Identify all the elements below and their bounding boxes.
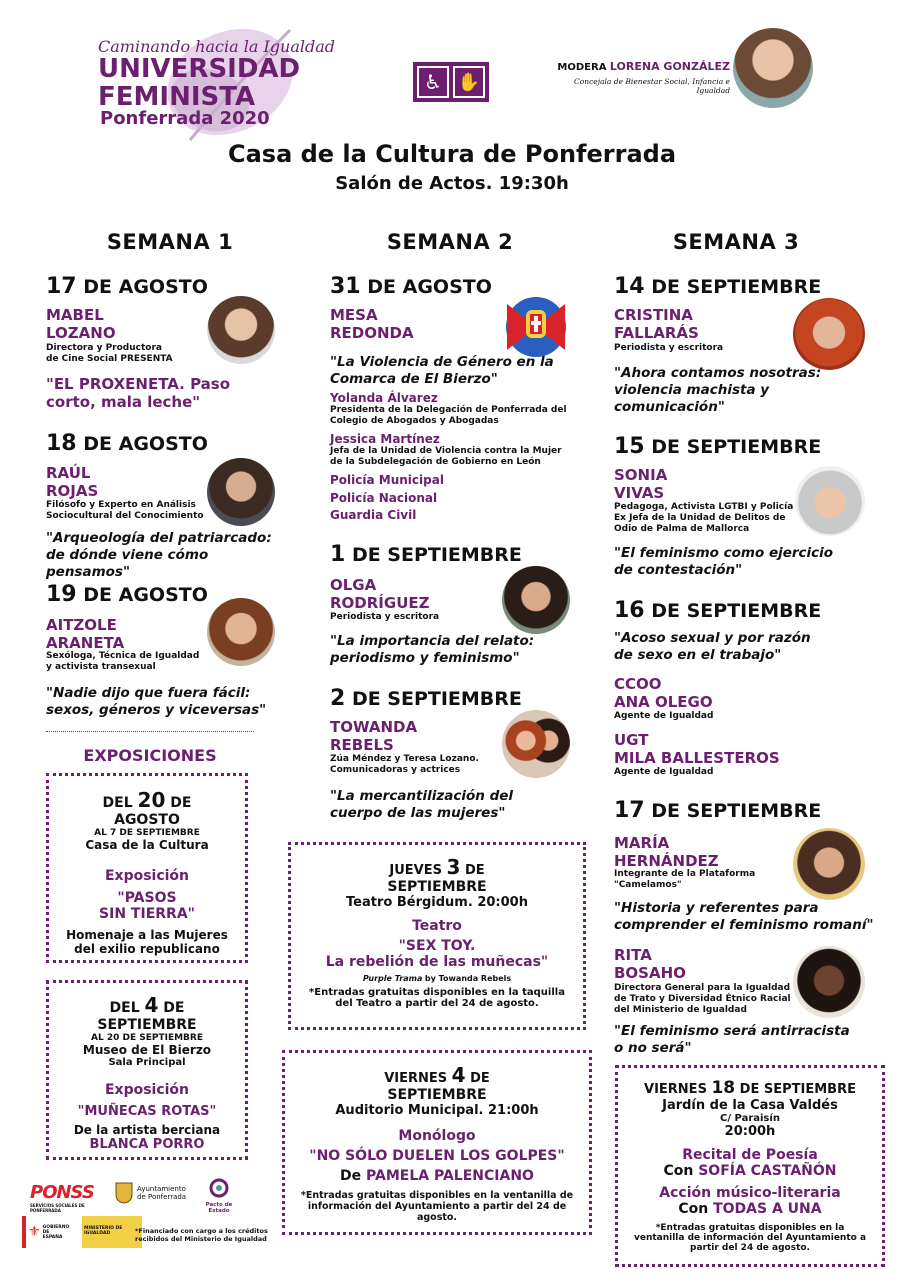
guest-name: Policía Municipal [330, 473, 444, 487]
venue-title: Casa de la Cultura de Ponferrada [227, 140, 677, 168]
speaker-name: MABEL LOZANO [46, 306, 116, 342]
modera-block [540, 60, 730, 95]
ayuntamiento-ponferrada-logo: Ayuntamiento de Ponferrada [115, 1182, 186, 1204]
monologue-box-no-solo-duelen: VIERNES 4 DE SEPTIEMBRE Auditorio Municipal. 21:00h Monólogo "NO SÓLO DUELEN LOS GOLPES" De PAMELA PALENCIANO *Entradas gratuitas disponibles en la ventanilla de información del Ayuntamiento a partir del 24 de agosto. [282, 1050, 592, 1235]
header-subtitle: Ponferrada 2020 [100, 108, 270, 129]
speaker-role: Directora y Productora de Cine Social PRESENTA [46, 343, 173, 364]
theatre-box-sex-toy: JUEVES 3 DE SEPTIEMBRE Teatro Bérgidum. 20:00h Teatro "SEX TOY. La rebelión de las muñecas" Purple Trama by Towanda Rebels *Entradas gratuitas disponibles en la taquilla del Teatro a partir del 24 de agosto. [288, 842, 586, 1030]
avatar-rita-bosaho [793, 946, 865, 1018]
modera-role: Concejala de Bienestar Social, Infancia e Igualdad [574, 77, 730, 95]
talk-title: "El feminismo será antirracista o no será" [614, 1023, 850, 1056]
speaker-role: Directora General para la Igualdad de Trato y Diversidad Étnico Racial del Ministerio de Igualdad [614, 983, 791, 1015]
avatar-towanda-rebels [502, 710, 570, 778]
date-16-septiembre: 16 DE SEPTIEMBRE [614, 598, 822, 623]
avatar-maria-hernandez [793, 828, 865, 900]
speaker-role: Integrante de la Plataforma "Camelamos" [614, 869, 756, 890]
exposiciones-title: EXPOSICIONES [83, 746, 217, 765]
date-19-agosto: 19 DE AGOSTO [46, 582, 208, 607]
guest-name: Jessica Martínez [330, 432, 440, 446]
pacto-de-estado-logo: Pacto de Estado [196, 1178, 242, 1214]
exhibition-box-pasos-sin-tierra: DEL 20 DE AGOSTO AL 7 DE SEPTIEMBRE Casa de la Cultura Exposición "PASOS SIN TIERRA" Homenaje a las Mujeres del exilio republicano [46, 773, 248, 963]
talk-title: "Nadie dijo que fuera fácil: sexos, géneros y viceversas" [46, 685, 267, 718]
union-speaker-ugt: UGT MILA BALLESTEROS [614, 731, 780, 767]
speaker-name: TOWANDA REBELS [330, 718, 418, 754]
talk-title: "Ahora contamos nosotras: violencia machista y comunicación" [614, 365, 822, 415]
avatar-lorena-gonzalez [733, 28, 813, 108]
date-18-agosto: 18 DE AGOSTO [46, 431, 208, 456]
speaker-name: AITZOLE ARANETA [46, 616, 125, 652]
coat-of-arms-icon: ⚜ [28, 1224, 41, 1240]
modera-name: LORENA GONZÁLEZ [609, 60, 730, 73]
speaker-role: Filósofo y Experto en Análisis Sociocultural del Conocimiento [46, 500, 204, 521]
financiado-note: *Financiado con cargo a los créditos recibidos del Ministerio de Igualdad [135, 1227, 268, 1243]
speaker-role: Periodista y escritora [614, 343, 724, 353]
talk-title: "La mercantilización del cuerpo de las mujeres" [330, 788, 514, 821]
talk-title: "El feminismo como ejercicio de contestación" [614, 545, 834, 578]
ponss-logo: PONSS SERVICIOS SOCIALES DE PONFERRADA [30, 1182, 94, 1213]
week-1-header: SEMANA 1 [106, 230, 234, 254]
avatar-mabel-lozano [207, 296, 275, 364]
accessibility-icons [413, 62, 489, 102]
guest-name: Guardia Civil [330, 508, 417, 522]
modera-label: MODERA [557, 62, 607, 73]
talk-title: "EL PROXENETA. Paso corto, mala leche" [46, 375, 231, 411]
week-3-header: SEMANA 3 [672, 230, 800, 254]
speaker-name: RAÚL ROJAS [46, 464, 99, 500]
divider [46, 731, 254, 732]
speaker-role: Agente de Igualdad [614, 767, 714, 777]
guest-role: Presidenta de la Delegación de Ponferrada del Colegio de Abogados y Abogadas [330, 405, 567, 426]
talk-title: "Arqueología del patriarcado: de dónde viene cómo pensamos" [46, 530, 272, 580]
header-title-feminista: FEMINISTA [98, 82, 256, 112]
speaker-role: Agente de Igualdad [614, 711, 714, 721]
avatar-raul-rojas [207, 458, 275, 526]
gobierno-espana-logo: ⚜ GOBIERNO DE ESPAÑA MINISTERIO DE IGUALDAD [22, 1216, 142, 1248]
speaker-role: Sexóloga, Técnica de Igualdad y activista transexual [46, 651, 200, 672]
date-2-septiembre: 2 DE SEPTIEMBRE [330, 686, 522, 711]
header-title-universidad: UNIVERSIDAD [98, 54, 301, 84]
speaker-name: OLGA RODRÍGUEZ [330, 576, 430, 612]
coat-of-arms-icon [505, 296, 567, 358]
guest-name: Yolanda Álvarez [330, 391, 438, 405]
exhibition-box-munecas-rotas: DEL 4 DE SEPTIEMBRE AL 20 DE SEPTIEMBRE Museo de El Bierzo Sala Principal Exposición "MUÑECAS ROTAS" De la artista berciana BLANCA PORRO [46, 980, 248, 1160]
sign-language-icon: ✋ [453, 66, 485, 98]
header-script-line: Caminando hacia la Igualdad [98, 37, 336, 56]
talk-title: "Acoso sexual y por razón de sexo en el trabajo" [614, 630, 811, 663]
speaker-name: MARÍA HERNÁNDEZ [614, 834, 719, 870]
date-17-septiembre: 17 DE SEPTIEMBRE [614, 798, 822, 823]
talk-title: "La Violencia de Género en la Comarca de El Bierzo" [330, 354, 554, 387]
avatar-cristina-fallaras [793, 298, 865, 370]
venue-time: Salón de Actos. 19:30h [335, 173, 569, 194]
avatar-olga-rodriguez [502, 566, 570, 634]
speaker-name: CRISTINA FALLARÁS [614, 306, 699, 342]
talk-title: "Historia y referentes para comprender el feminismo romaní" [614, 900, 874, 933]
date-15-septiembre: 15 DE SEPTIEMBRE [614, 434, 822, 459]
pacto-circle-icon [207, 1178, 231, 1198]
avatar-aitzole-araneta [207, 598, 275, 666]
speaker-role: Periodista y escritora [330, 612, 440, 622]
shield-icon [115, 1182, 133, 1204]
union-speaker-ccoo: CCOO ANA OLEGO [614, 675, 713, 711]
date-14-septiembre: 14 DE SEPTIEMBRE [614, 274, 822, 299]
speaker-name: SONIA VIVAS [614, 466, 668, 502]
event-box-18-septiembre: VIERNES 18 DE SEPTIEMBRE Jardín de la Casa Valdés C/ Paraisín 20:00h Recital de Poesía Con SOFÍA CASTAÑÓN Acción músico-literaria Con TODAS A UNA *Entradas gratuitas disponibles en la ventanilla de información del Ayuntamiento a partir del 24 de agosto. [615, 1065, 885, 1267]
date-17-agosto: 17 DE AGOSTO [46, 274, 208, 299]
speaker-name: RITA BOSAHO [614, 946, 686, 982]
talk-title: "La importancia del relato: periodismo y feminismo" [330, 633, 535, 666]
date-31-agosto: 31 DE AGOSTO [330, 274, 492, 299]
speaker-role: Pedagoga, Activista LGTBI y Policía Ex Jefa de la Unidad de Delitos de Odio de Palma de Mallorca [614, 502, 794, 534]
wheelchair-icon: ♿ [417, 66, 449, 98]
mesa-redonda-title: MESA REDONDA [330, 306, 414, 342]
guest-name: Policía Nacional [330, 491, 438, 505]
guest-role: Jefa de la Unidad de Violencia contra la Mujer de la Subdelegación de Gobierno en León [330, 446, 562, 467]
speaker-role: Zúa Méndez y Teresa Lozano. Comunicadoras y actrices [330, 754, 479, 775]
week-2-header: SEMANA 2 [386, 230, 514, 254]
avatar-sonia-vivas [795, 466, 865, 536]
date-1-septiembre: 1 DE SEPTIEMBRE [330, 542, 522, 567]
